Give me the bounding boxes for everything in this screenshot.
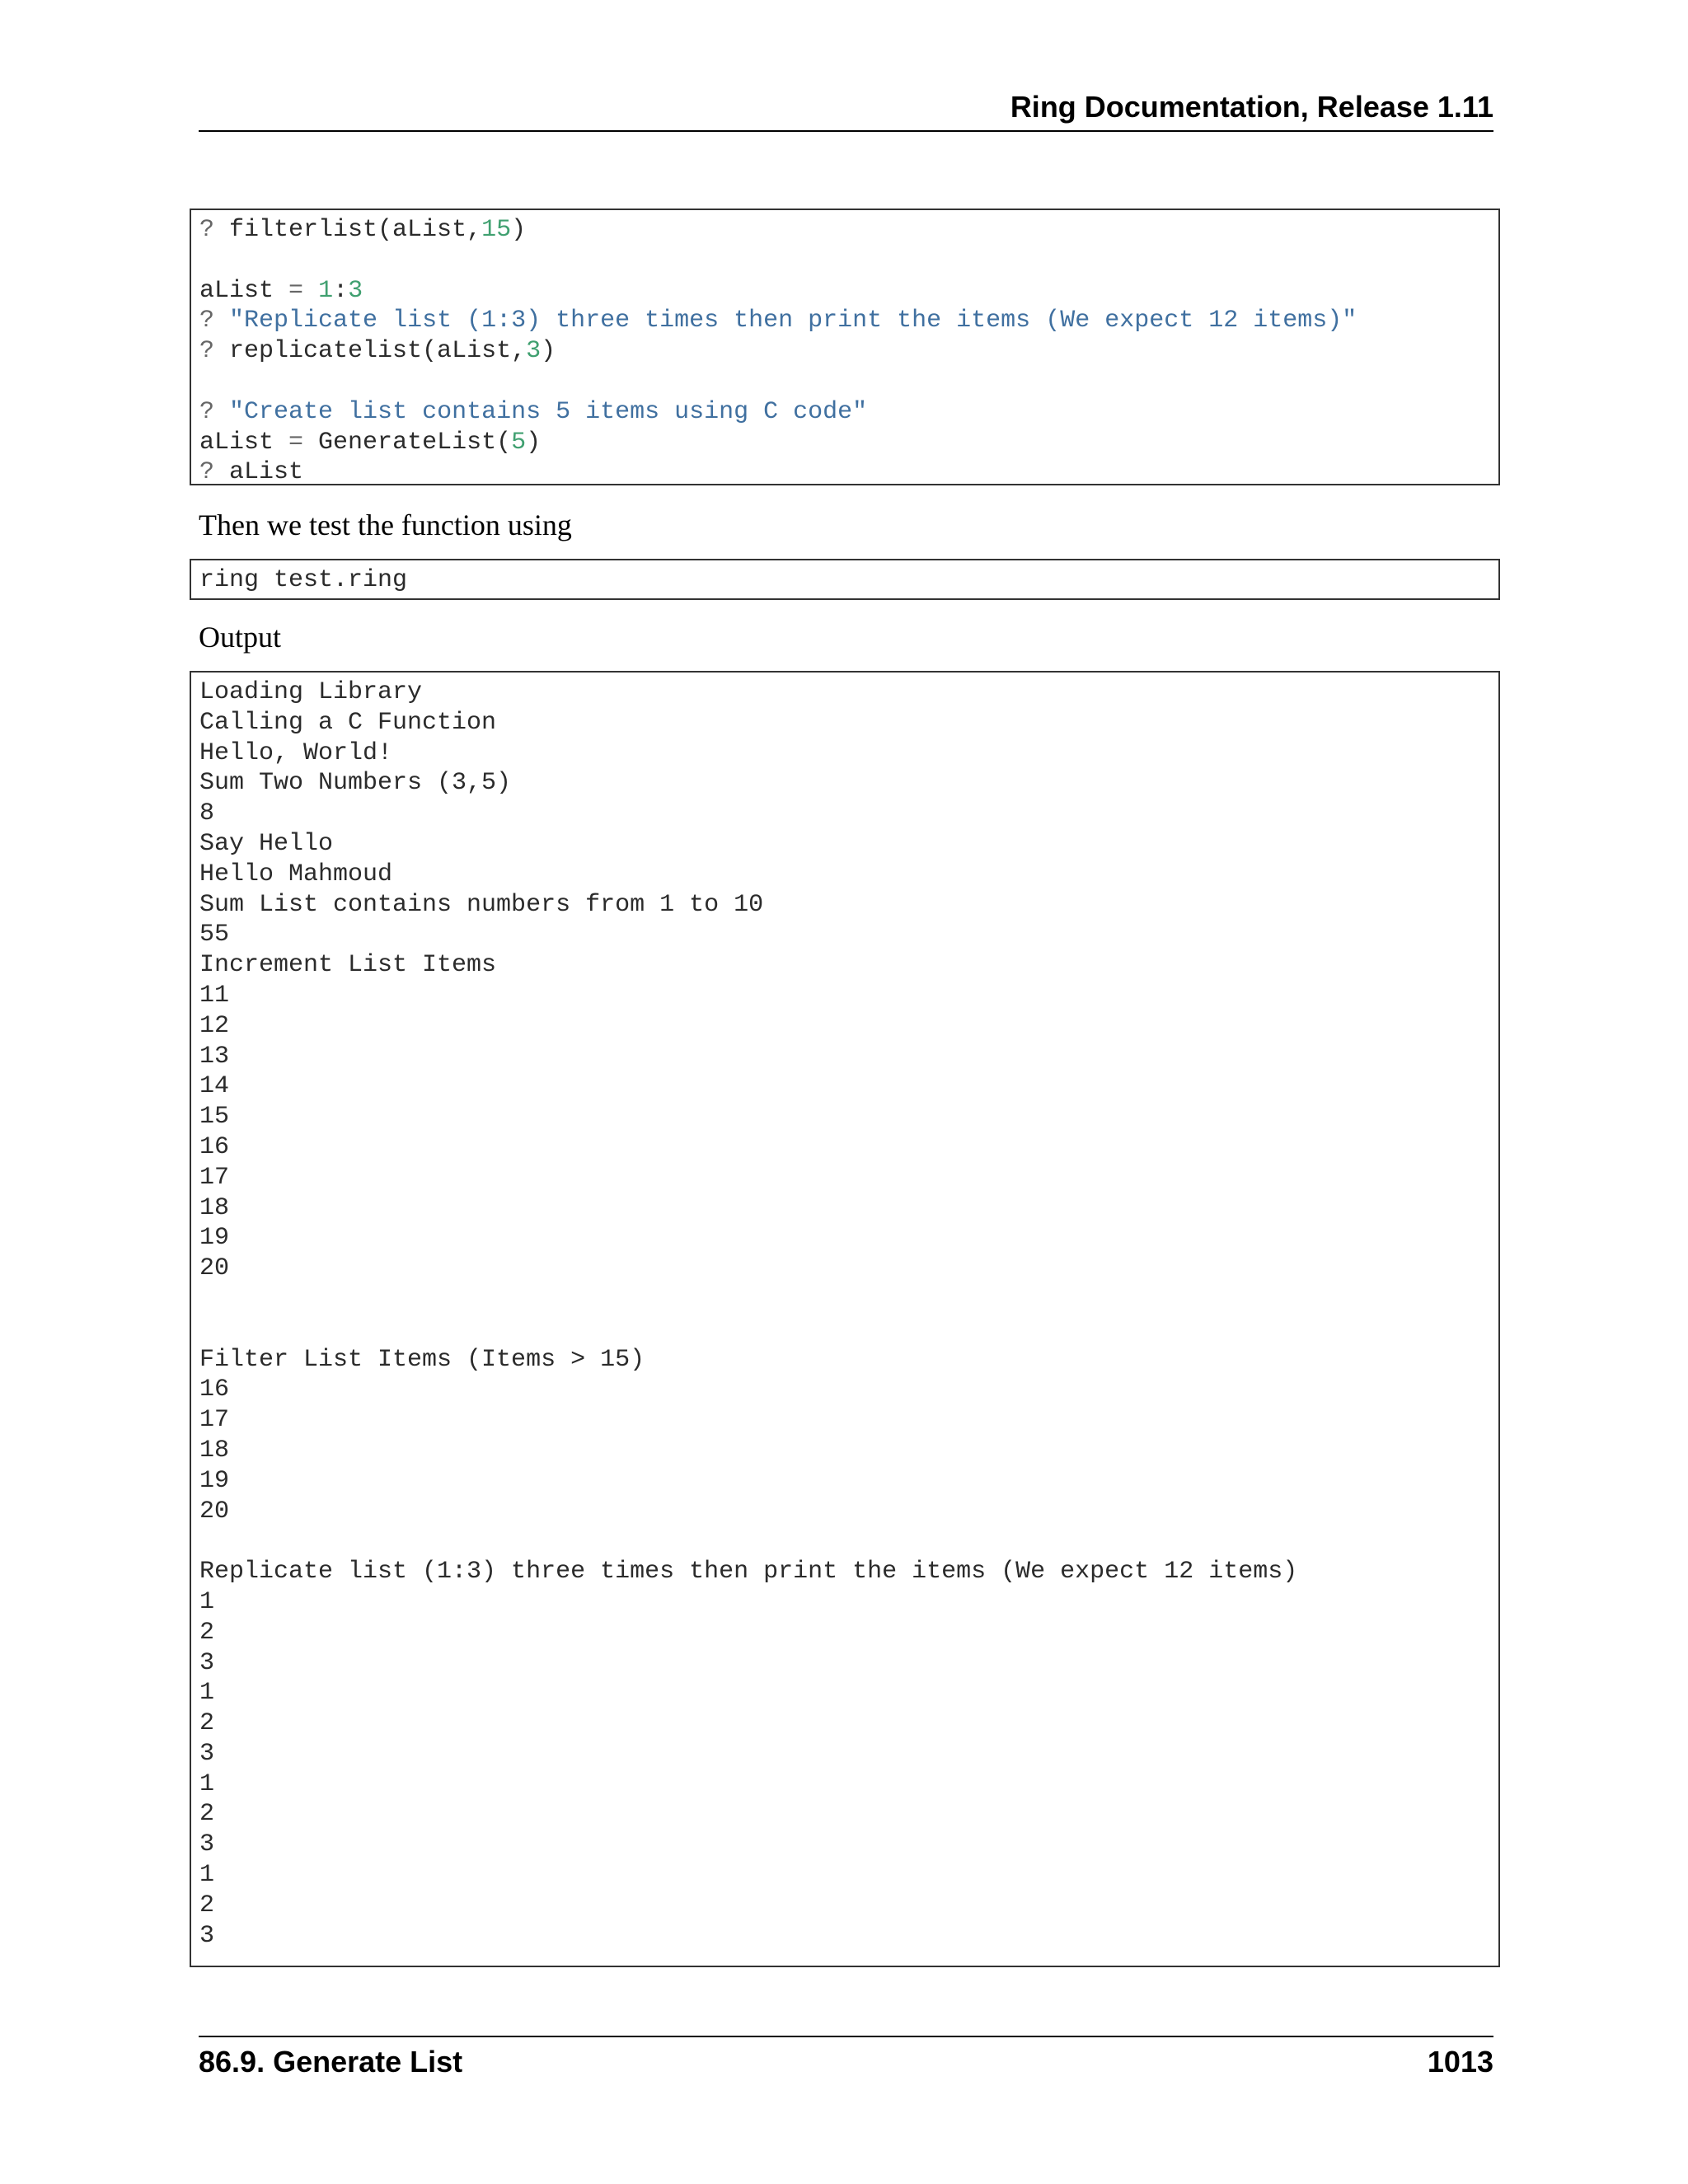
section-title: 86.9. Generate List (199, 2045, 463, 2079)
code-line (199, 768, 1498, 799)
code-line (199, 1830, 1498, 1860)
code-line (199, 1497, 1498, 1527)
code-line (199, 1071, 1498, 1102)
code-block-output (190, 671, 1500, 1967)
code-token: aList (214, 458, 304, 487)
code-token: Loading Library (199, 678, 423, 706)
code-line (199, 276, 1498, 307)
code-line (199, 981, 1498, 1011)
code-line (199, 1678, 1498, 1708)
code-line (199, 246, 1498, 276)
code-line (199, 565, 1498, 596)
code-token: Sum Two Numbers (3,5) (199, 769, 512, 798)
code-token: 18 (199, 1193, 230, 1222)
code-token: Replicate list (1:3) three times then print the items (We expect 12 items) (199, 1558, 1298, 1586)
code-line (199, 1769, 1498, 1800)
code-token: ) (541, 337, 556, 366)
code-token (303, 277, 318, 305)
code-token: 3 (348, 276, 363, 305)
code-line (199, 1951, 1498, 1981)
code-token: Hello, World! (199, 738, 393, 767)
code-line (199, 1587, 1498, 1618)
code-token: aList (199, 276, 289, 305)
code-line (199, 738, 1498, 769)
code-block-ring-source (190, 209, 1500, 485)
code-token: 3 (199, 1648, 215, 1677)
code-token: 15 (481, 216, 512, 244)
code-line (199, 708, 1498, 738)
code-line (199, 1102, 1498, 1132)
code-token: 19 (199, 1224, 230, 1253)
code-line (199, 1163, 1498, 1193)
code-token: 1 (199, 1769, 215, 1798)
code-token (214, 307, 229, 335)
code-line (199, 1011, 1498, 1042)
code-token: 18 (199, 1436, 230, 1465)
code-token: ? (199, 307, 215, 335)
code-line (199, 367, 1498, 397)
code-line (199, 1891, 1498, 1921)
code-token: 3 (199, 1739, 215, 1768)
code-line (199, 829, 1498, 860)
code-token: 2 (199, 1891, 215, 1919)
code-token: 3 (199, 1830, 215, 1859)
code-token: 13 (199, 1042, 230, 1071)
code-line (199, 1193, 1498, 1224)
code-token: ) (511, 216, 527, 244)
code-token: 2 (199, 1800, 215, 1829)
code-token: 11 (199, 981, 230, 1010)
paragraph-test-intro: Then we test the function using (199, 509, 572, 541)
code-line (199, 1345, 1498, 1376)
code-line (199, 1436, 1498, 1466)
code-token: 16 (199, 1376, 230, 1404)
code-token: aList (199, 428, 289, 457)
code-token: 20 (199, 1497, 230, 1526)
code-line (199, 397, 1498, 428)
code-token: Hello Mahmoud (199, 860, 393, 888)
code-token: = (288, 276, 304, 305)
code-token: 14 (199, 1072, 230, 1101)
code-token: ) (526, 428, 542, 457)
code-line (199, 1315, 1498, 1345)
code-line (199, 950, 1498, 981)
code-token: 15 (199, 1103, 230, 1132)
page-footer (199, 2036, 1493, 2087)
code-token: ? (199, 337, 215, 366)
code-token: 19 (199, 1466, 230, 1495)
code-token: ? (199, 216, 215, 244)
code-token: 17 (199, 1406, 230, 1435)
code-line (199, 799, 1498, 829)
code-line (199, 860, 1498, 890)
code-token: 1 (318, 276, 334, 305)
code-line (199, 677, 1498, 708)
code-token: : (333, 276, 349, 305)
code-line (199, 457, 1498, 488)
code-line (199, 1739, 1498, 1769)
code-line (199, 1799, 1498, 1830)
page-number: 1013 (1427, 2045, 1493, 2079)
document-title: Ring Documentation, Release 1.11 (1010, 90, 1493, 124)
code-token: = (288, 428, 304, 457)
code-token (214, 398, 229, 426)
code-token: ? (199, 458, 215, 487)
code-token: 8 (199, 799, 215, 828)
code-token: 55 (199, 921, 230, 949)
code-line (199, 1921, 1498, 1952)
code-token: ring test.ring (199, 566, 408, 594)
code-line (199, 1405, 1498, 1436)
code-token: 2 (199, 1709, 215, 1738)
code-token: Increment List Items (199, 951, 497, 980)
code-line (199, 215, 1498, 246)
code-line (199, 428, 1498, 458)
code-token: "Replicate list (1:3) three times then print the items (We expect 12 items)" (229, 307, 1357, 335)
code-line (199, 1557, 1498, 1587)
code-token: replicatelist(aList, (214, 337, 527, 366)
code-line (199, 1223, 1498, 1254)
code-line (199, 1526, 1498, 1557)
code-token: 1 (199, 1587, 215, 1616)
code-line (199, 920, 1498, 950)
code-token: 20 (199, 1254, 230, 1283)
code-line (199, 1708, 1498, 1739)
code-token: 12 (199, 1011, 230, 1040)
code-line (199, 306, 1498, 336)
code-token: "Create list contains 5 items using C code" (229, 397, 868, 426)
code-line (199, 1860, 1498, 1891)
code-token: 1 (199, 1861, 215, 1890)
code-token: 3 (199, 1921, 215, 1950)
code-line (199, 1618, 1498, 1648)
code-line (199, 1284, 1498, 1315)
code-line (199, 336, 1498, 367)
paragraph-output-label: Output (199, 621, 282, 654)
code-token: Say Hello (199, 829, 334, 858)
code-token: 2 (199, 1618, 215, 1647)
code-line (199, 890, 1498, 921)
code-line (199, 1648, 1498, 1679)
code-line (199, 1254, 1498, 1284)
code-token: Calling a C Function (199, 708, 497, 737)
code-line (199, 1466, 1498, 1497)
page-header (199, 91, 1493, 132)
code-token: 3 (526, 337, 542, 366)
code-token: 17 (199, 1163, 230, 1192)
code-token: 5 (511, 428, 527, 457)
code-token: ? (199, 397, 215, 426)
code-token: GenerateList( (303, 428, 512, 457)
code-block-run-command (190, 559, 1500, 600)
code-token: 1 (199, 1679, 215, 1708)
code-line (199, 1375, 1498, 1405)
code-line (199, 1132, 1498, 1163)
code-token: Filter List Items (Items > 15) (199, 1345, 645, 1374)
code-token: filterlist(aList, (214, 216, 482, 244)
code-line (199, 1042, 1498, 1072)
code-token: Sum List contains numbers from 1 to 10 (199, 890, 764, 919)
code-token: 16 (199, 1132, 230, 1161)
